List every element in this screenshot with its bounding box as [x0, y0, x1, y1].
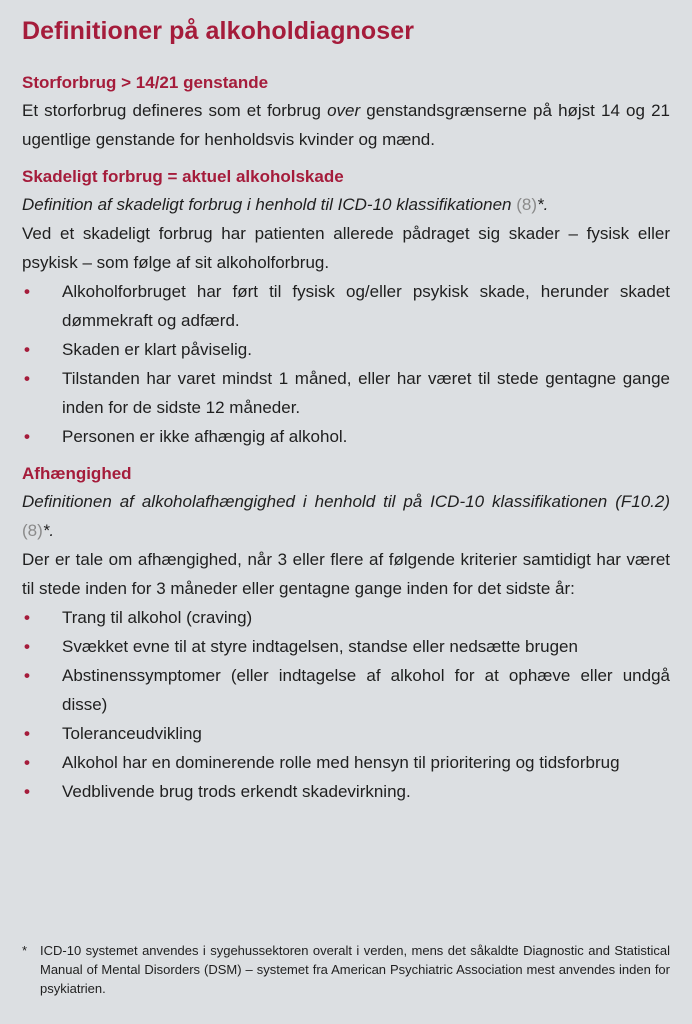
list-item [22, 364, 670, 422]
storforbrug-text-em: over [327, 101, 361, 120]
afhaengighed-list [22, 603, 670, 806]
page-title: Definitioner på alkoholdiagnoser [22, 17, 415, 45]
section-afhaengighed [22, 461, 670, 806]
list-item-text: Personen er ikke afhængig af alkohol. [62, 427, 348, 446]
list-item-text: Skaden er klart påviselig. [62, 340, 252, 359]
storforbrug-text [22, 96, 670, 154]
afhaengighed-definition [22, 487, 670, 545]
storforbrug-text-before: Et storforbrug defineres som et forbrug [22, 101, 328, 120]
skadeligt-star: *. [537, 195, 549, 214]
skadeligt-heading: Skadeligt forbrug = aktuel alkoholskade [22, 167, 344, 186]
list-item [22, 661, 670, 719]
bullet-icon: • [24, 666, 30, 685]
afhaengighed-heading: Afhængighed [22, 464, 132, 483]
list-item-text: Abstinenssymptomer (eller indtagelse af alkohol for at ophæve eller undgå disse) [62, 666, 670, 714]
list-item-text: Alkohol har en dominerende rolle med hensyn til prioritering og tidsforbrug [62, 753, 620, 772]
list-item [22, 632, 670, 661]
skadeligt-text: Ved et skadeligt forbrug har patienten allerede pådraget sig skader – fysisk eller psykisk – som følge af sit alkoholforbrug. [22, 224, 670, 272]
list-item [22, 422, 670, 451]
bullet-icon: • [24, 369, 30, 388]
footnote-star: * [22, 943, 28, 958]
footnote [22, 941, 670, 998]
skadeligt-definition [22, 190, 670, 219]
list-item-text: Alkoholforbruget har ført til fysisk og/eller psykisk skade, herunder skadet dømmekraft og adfærd. [62, 282, 670, 330]
bullet-icon: • [24, 340, 30, 359]
list-item [22, 748, 670, 777]
bullet-icon: • [24, 427, 30, 446]
bullet-icon: • [24, 753, 30, 772]
afhaengighed-definition-text: Definitionen af alkoholafhængighed i henhold til på ICD-10 klassifikationen (F10.2) [22, 492, 670, 511]
skadeligt-definition-text: Definition af skadeligt forbrug i henhold til ICD-10 klassifikationen [22, 195, 517, 214]
list-item [22, 777, 670, 806]
list-item-text: Toleranceudvikling [62, 724, 202, 743]
list-item-text: Tilstanden har varet mindst 1 måned, eller har været til stede gentagne gange inden for de sidste 12 måneder. [62, 369, 670, 417]
bullet-icon: • [24, 782, 30, 801]
list-item [22, 719, 670, 748]
storforbrug-text-after: genstandsgrænserne på højst 14 og 21 ugentlige genstande for henholdsvis kvinder og mænd. [22, 101, 670, 149]
section-storforbrug [22, 70, 670, 154]
list-item [22, 277, 670, 335]
list-item-text: Vedblivende brug trods erkendt skadevirkning. [62, 782, 411, 801]
skadeligt-reference: (8) [516, 195, 537, 214]
section-skadeligt [22, 164, 670, 451]
bullet-icon: • [24, 637, 30, 656]
bullet-icon: • [24, 282, 30, 301]
bullet-icon: • [24, 608, 30, 627]
bullet-icon: • [24, 724, 30, 743]
afhaengighed-star: *. [42, 521, 55, 540]
list-item-text: Trang til alkohol (craving) [62, 608, 253, 627]
afhaengighed-text: Der er tale om afhængighed, når 3 eller flere af følgende kriterier samtidigt har været til stede inden for 3 måneder eller gentagne gange inden for det sidste år: [22, 550, 670, 598]
afhaengighed-reference: (8) [22, 521, 43, 540]
list-item-text: Svækket evne til at styre indtagelsen, standse eller nedsætte brugen [62, 637, 578, 656]
storforbrug-heading: Storforbrug > 14/21 genstande [22, 73, 269, 92]
skadeligt-list [22, 277, 670, 451]
list-item [22, 335, 670, 364]
footnote-text: ICD-10 systemet anvendes i sygehussektoren overalt i verden, mens det såkaldte Diagnostic and Statistical Manual of Mental Disorders (DSM) – systemet fra American Psychiatric Association mest anvendes inden for psykiatrien. [40, 943, 670, 996]
list-item [22, 603, 670, 632]
